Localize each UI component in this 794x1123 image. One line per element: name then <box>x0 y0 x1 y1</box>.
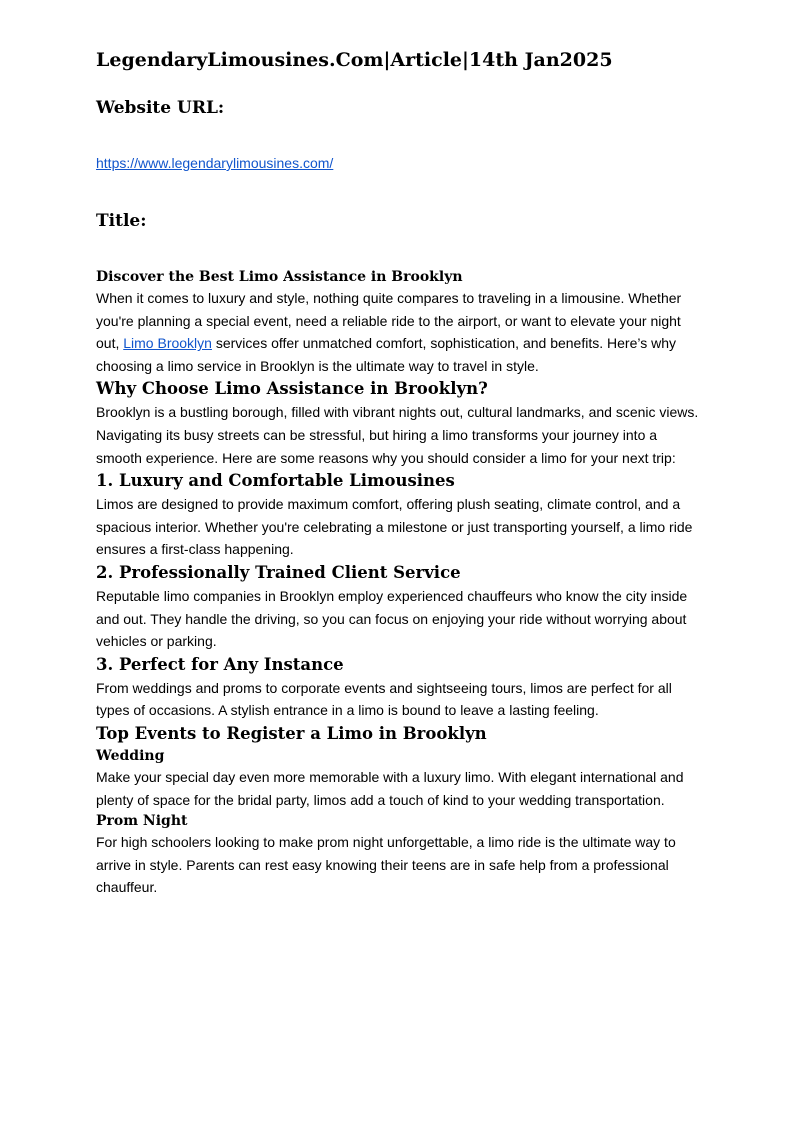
website-url-link[interactable]: https://www.legendarylimousines.com/ <box>96 155 334 171</box>
event-text-prom-night: For high schoolers looking to make prom night unforgettable, a limo ride is the ultimate way to arrive in style. Parents can rest easy knowing their teens are in safe help from a professional chauffeur. <box>96 834 676 896</box>
event-text-wedding: Make your special day even more memorable with a luxury limo. With elegant international and plenty of space for the bridal party, limos add a touch of kind to your wedding transportation. <box>96 768 684 808</box>
reason-heading-3: 3. Perfect for Any Instance <box>96 654 344 674</box>
title-label: Title: <box>96 211 147 231</box>
why-heading: Why Choose Limo Assistance in Brooklyn? <box>96 379 488 399</box>
website-url-label: Website URL: <box>96 98 225 118</box>
why-paragraph: Brooklyn is a bustling borough, filled with vibrant nights out, cultural landmarks, and scenic views. Navigating its busy streets can be stressful, but hiring a limo transforms your journey into a smooth experience. Here are some reasons why you should consider a limo for your next trip: <box>96 404 699 466</box>
reason-heading-2: 2. Professionally Trained Client Service <box>96 562 461 582</box>
limo-brooklyn-link[interactable]: Limo Brooklyn <box>123 335 212 352</box>
reason-text-1: Limos are designed to provide maximum comfort, offering plush seating, climate control, and a spacious interior. Whether you're celebrating a milestone or just transporting yourself, a limo ride ensures a first-class happening. <box>96 496 693 558</box>
event-heading-wedding: Wedding <box>96 747 165 764</box>
intro-text-before-link: When it comes to luxury and style, nothing quite compares to traveling in a limousine. Whether you're planning a special event, need a reliable ride to the airport, or want to elevate your night out, <box>96 290 682 352</box>
document-title: LegendaryLimousines.Com|Article|14th Jan2025 <box>96 49 613 71</box>
article-body <box>96 267 706 899</box>
event-heading-prom-night: Prom Night <box>96 813 188 830</box>
events-heading: Top Events to Register a Limo in Brooklyn <box>96 723 487 743</box>
intro-text-after-link: services offer unmatched comfort, sophistication, and benefits. Here’s why choosing a limo service in Brooklyn is the ultimate way to travel in style. <box>96 335 676 374</box>
intro-paragraph <box>96 287 706 377</box>
reason-text-3: From weddings and proms to corporate events and sightseeing tours, limos are perfect for all types of occasions. A stylish entrance in a limo is bound to leave a lasting feeling. <box>96 679 672 719</box>
reason-heading-1: 1. Luxury and Comfortable Limousines <box>96 471 455 491</box>
article-main-heading: Discover the Best Limo Assistance in Brooklyn <box>96 269 463 285</box>
reason-text-2: Reputable limo companies in Brooklyn employ experienced chauffeurs who know the city inside and out. They handle the driving, so you can focus on enjoying your ride without worrying about vehicles or parking. <box>96 587 688 650</box>
